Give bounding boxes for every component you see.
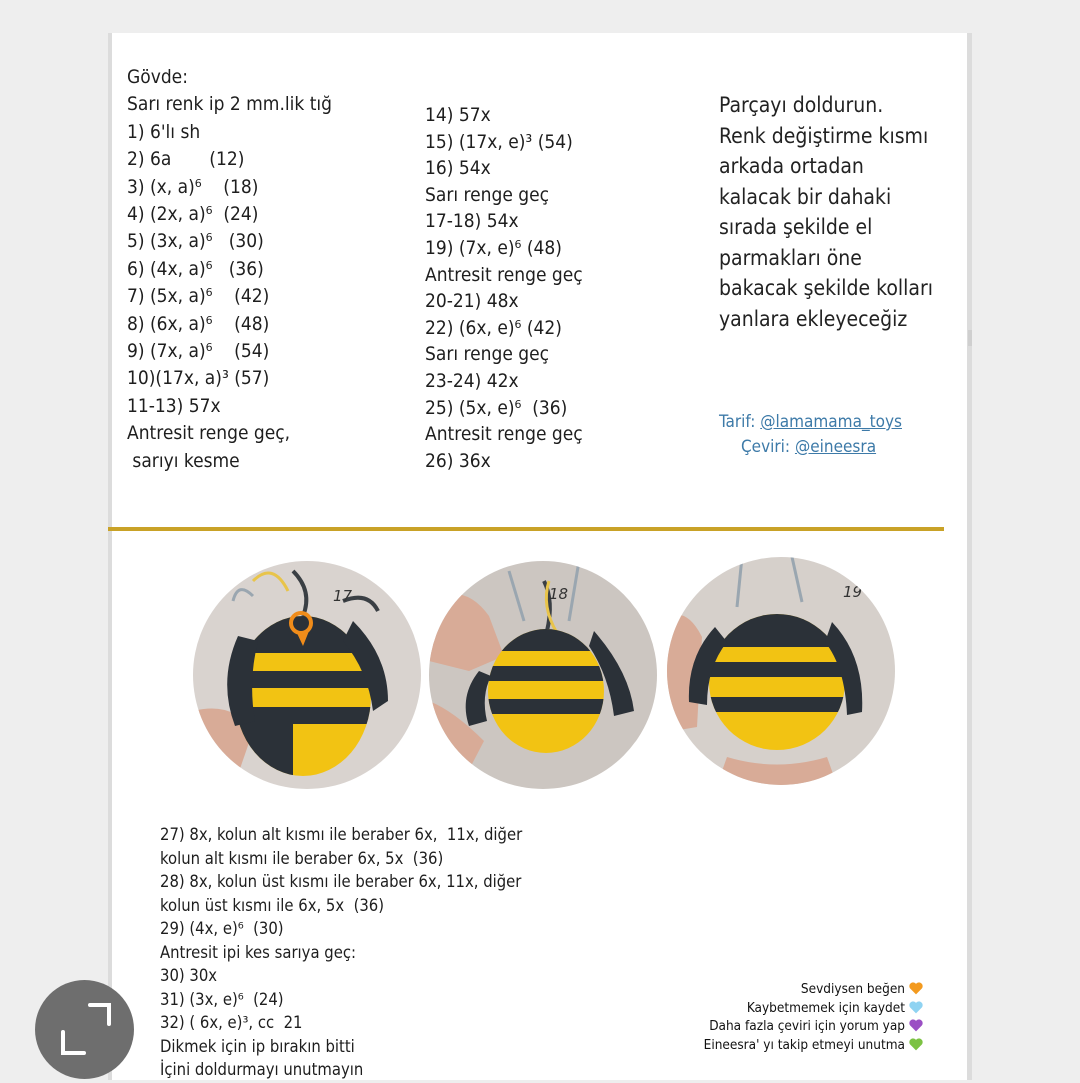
text-line: bakacak şekilde kolları — [719, 276, 933, 300]
text-line: 1) 6'lı sh — [127, 120, 201, 143]
recipe-credit — [719, 410, 902, 435]
text-line: yanlara ekleyeceğiz — [719, 306, 908, 331]
text-line: 5) (3x, a)⁶ (30) — [127, 230, 264, 253]
body-instructions-column-2 — [425, 102, 583, 474]
text-line: Sarı renge geç — [425, 343, 550, 366]
scroll-indicator[interactable] — [968, 330, 972, 346]
text-line: 2) 6a (12) — [127, 148, 245, 171]
text-line: 22) (6x, e)⁶ (42) — [425, 316, 562, 339]
text-line: kalacak bir dahaki — [719, 184, 892, 209]
finishing-instructions — [160, 823, 522, 1082]
text-line: Antresit ipi kes sarıya geç: — [160, 942, 356, 962]
page-edge-right — [967, 33, 972, 1080]
text-line: Renk değiştirme kısmı — [719, 123, 929, 148]
recipe-credit-link[interactable]: @lamamama_toys — [760, 412, 902, 432]
text-line: sarıyı kesme — [127, 449, 240, 472]
note-text: Eineesra' yı takip etmeyi unutma — [703, 1036, 905, 1053]
expand-icon — [35, 980, 134, 1079]
text-line: 9) (7x, a)⁶ (54) — [127, 340, 270, 363]
note-comment — [704, 1017, 923, 1036]
translation-credit-label: Çeviri: — [741, 437, 795, 457]
text-line: 6) (4x, a)⁶ (36) — [127, 257, 264, 280]
text-line: 16) 54x — [425, 157, 491, 180]
text-line: Sarı renk ip 2 mm.lik tığ — [127, 93, 333, 116]
text-line: Antresit renge geç — [425, 423, 583, 446]
step-17-photo — [193, 561, 421, 789]
text-line: 15) (17x, e)³ (54) — [425, 130, 573, 153]
section-divider — [108, 527, 944, 531]
text-line: 3) (x, a)⁶ (18) — [127, 175, 259, 198]
text-line: 14) 57x — [425, 104, 491, 126]
text-line: Gövde: — [127, 66, 188, 88]
note-text: Sevdiysen beğen — [800, 981, 905, 997]
expand-button[interactable] — [35, 980, 134, 1079]
text-line: 8) (6x, a)⁶ (48) — [127, 312, 270, 335]
translation-credit — [741, 435, 876, 460]
recipe-credit-label: Tarif: — [719, 412, 761, 432]
orange-heart-icon — [909, 982, 923, 995]
text-line: 7) (5x, a)⁶ (42) — [127, 285, 270, 308]
text-line: 31) (3x, e)⁶ (24) — [160, 989, 284, 1009]
text-line: 26) 36x — [425, 449, 491, 472]
step-17-label: 17 — [333, 587, 353, 605]
text-line: 19) (7x, e)⁶ (48) — [425, 236, 562, 259]
note-save — [704, 999, 923, 1018]
step-18-photo — [429, 561, 657, 789]
text-line: Antresit renge geç — [425, 263, 583, 286]
text-line: 27) 8x, kolun alt kısmı ile beraber 6x, 11x, diğer — [160, 825, 523, 844]
text-line: 20-21) 48x — [425, 290, 519, 313]
text-line: kolun üst kısmı ile 6x, 5x (36) — [160, 895, 385, 915]
text-line: 32) ( 6x, e)³, cc 21 — [160, 1013, 303, 1032]
light-blue-heart-icon — [909, 1001, 923, 1014]
text-line: 25) (5x, e)⁶ (36) — [425, 396, 568, 419]
text-line: 30) 30x — [160, 966, 218, 985]
text-line: 29) (4x, e)⁶ (30) — [160, 919, 284, 938]
text-line: 10)(17x, a)³ (57) — [127, 367, 270, 390]
text-line: Antresit renge geç, — [127, 422, 291, 445]
page-edge-left — [108, 33, 112, 1080]
text-line: 23-24) 42x — [425, 369, 519, 392]
note-text: Kaybetmemek için kaydet — [746, 999, 905, 1016]
text-line: parmakları öne — [719, 245, 862, 270]
text-line: 4) (2x, a)⁶ (24) — [127, 203, 259, 226]
step-19-photo — [667, 557, 895, 785]
note-text: Daha fazla çeviri için yorum yap — [709, 1018, 905, 1034]
note-like — [704, 980, 923, 999]
text-line: 17-18) 54x — [425, 210, 519, 233]
text-line: Dikmek için ip bırakın bitti — [160, 1036, 355, 1056]
text-line: İçini doldurmayı unutmayın — [160, 1060, 364, 1079]
body-instructions-column — [127, 64, 332, 475]
translation-credit-link[interactable]: @eineesra — [794, 437, 877, 457]
green-heart-icon — [909, 1038, 923, 1051]
stuffing-note — [719, 90, 933, 334]
text-line: arkada ortadan — [719, 154, 864, 178]
purple-heart-icon — [909, 1019, 923, 1032]
social-notes — [704, 980, 923, 1054]
text-line: sırada şekilde el — [719, 215, 873, 239]
text-line: Parçayı doldurun. — [719, 93, 884, 117]
note-follow — [704, 1036, 923, 1055]
text-line: 11-13) 57x — [127, 394, 221, 417]
text-line: Sarı renge geç — [425, 183, 550, 206]
step-19-label: 19 — [843, 583, 863, 601]
text-line: 28) 8x, kolun üst kısmı ile beraber 6x, 11x, diğer — [160, 872, 522, 891]
text-line: kolun alt kısmı ile beraber 6x, 5x (36) — [160, 848, 444, 868]
step-18-label: 18 — [549, 585, 569, 603]
